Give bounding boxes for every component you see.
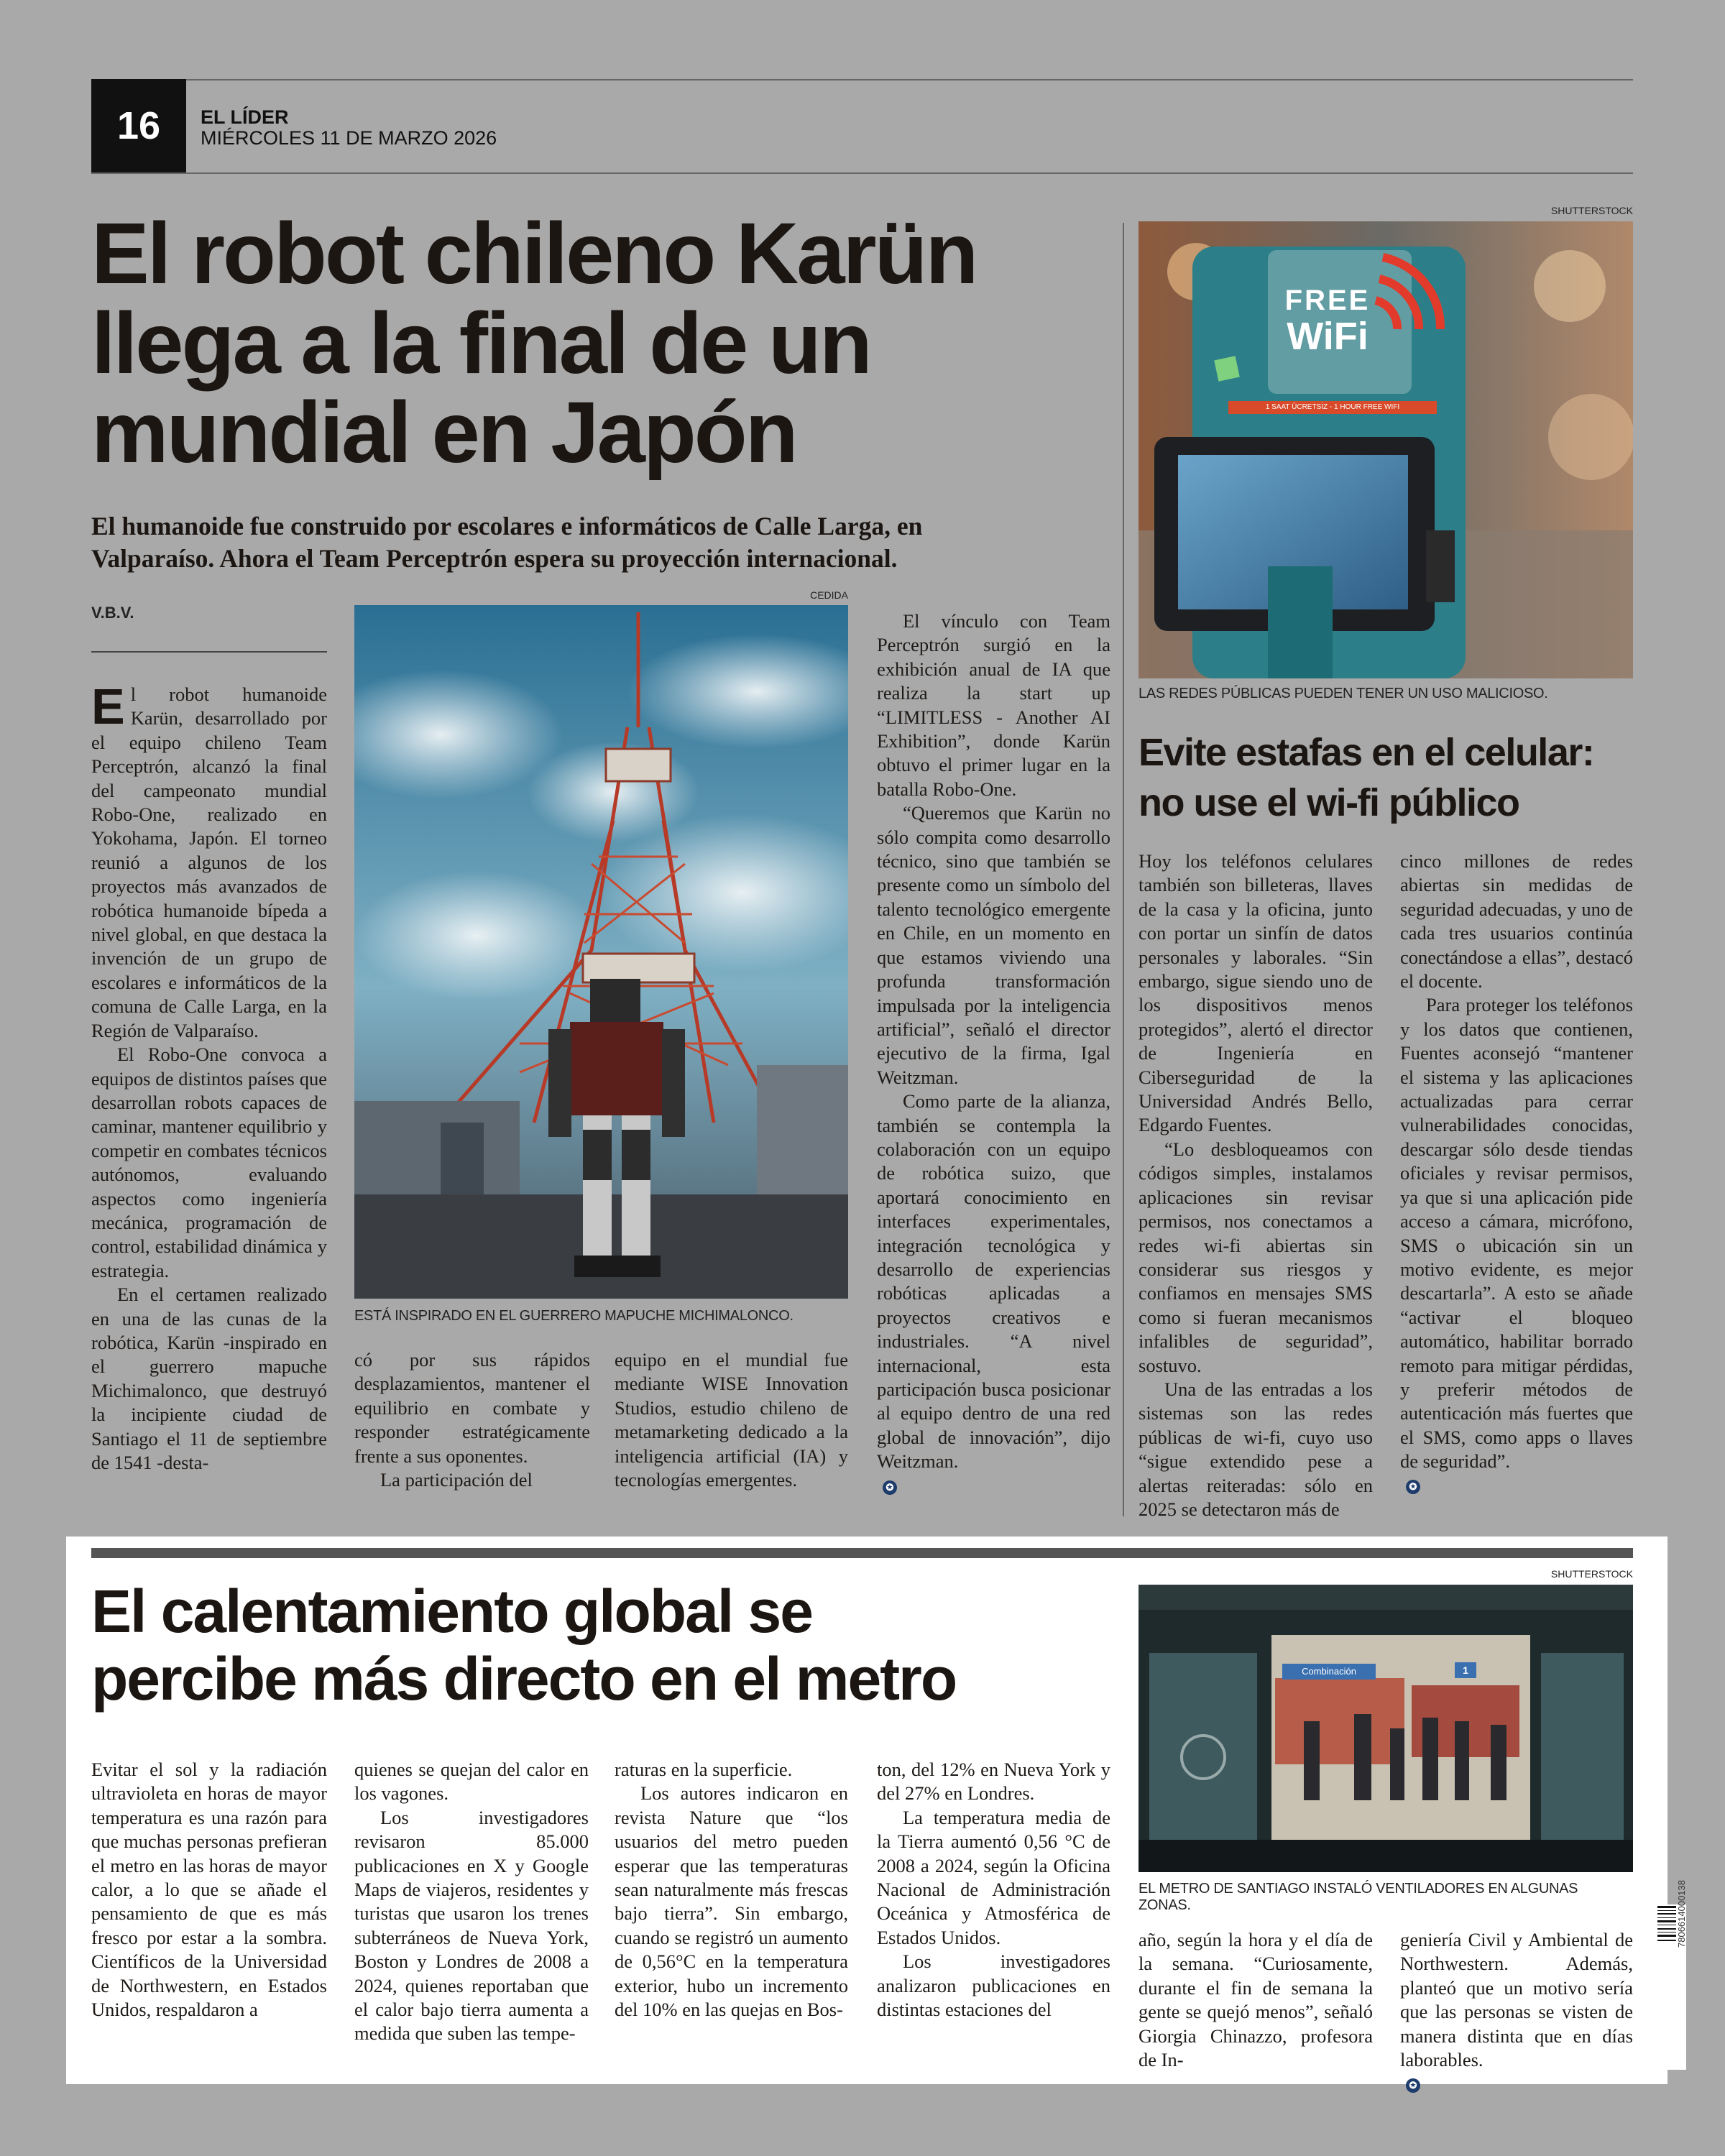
paragraph: Hoy los teléfonos celulares también son billeteras, llaves de la casa y la oficina, junto con portar un sinfín de datos personales y laborales. “Sin embargo, sigue siendo uno de los dispositivos menos protegidos”, alertó el director de Ingeniería en Ciberseguridad de la Universidad Andrés Bello, Edgardo Fuentes. xyxy=(1138,850,1373,1136)
kiosk-sign-line: WiFi xyxy=(1287,315,1368,358)
publication-date: MIÉRCOLES 11 DE MARZO 2026 xyxy=(201,127,497,149)
robot-tower-photo xyxy=(354,605,848,1299)
story1-headline-line: El robot chileno Karün xyxy=(91,204,977,302)
story2-column-1 xyxy=(1138,849,1373,1521)
story3-headline-line: percibe más directo en el metro xyxy=(91,1645,957,1713)
story1-column-2 xyxy=(354,1348,590,1492)
story1-byline: V.B.V. xyxy=(91,604,134,622)
paragraph: equipo en el mundial fue mediante WISE Innovation Studios, estudio chileno de metamarketing dedicado a la inteligencia artificial (IA) y tecnologías emergentes. xyxy=(615,1349,848,1491)
paragraph: Los autores indicaron en revista Nature que “los usuarios del metro pueden esperar que las temperaturas sean naturalmente más frescas bajo tierra”. Sin embargo, cuando se registró un aumento de 0,56°C en la temperatura exterior, hubo un incremento del 10% en las quejas en Bos- xyxy=(615,1782,848,2021)
end-mark-icon: ✪ xyxy=(883,1480,897,1495)
story3-column-5 xyxy=(1138,1928,1373,2072)
byline-rule xyxy=(91,651,327,653)
story3-photo-credit: SHUTTERSTOCK xyxy=(1550,1568,1633,1580)
story2-headline xyxy=(1138,727,1642,828)
wifi-kiosk-photo xyxy=(1138,221,1633,678)
paragraph: ton, del 12% en Nueva York y del 27% en Londres. xyxy=(877,1759,1110,1805)
column-divider xyxy=(1123,223,1124,1516)
paragraph: Para proteger los teléfonos y los datos que contienen, Fuentes aconsejó “mantener el sistema y las aplicaciones actualizadas para cerrar vulnerabilidades conocidas, descargar sólo desde tiendas oficiales y revisar permisos, ya que si una aplicación pide acceso a cámara, micrófono, SMS o ubicación sin un motivo evidente, es mejor descartarla”. A esto se añade “activar el bloqueo automático, habilitar borrado remoto para mitigar pérdidas, y preferir métodos de autenticación más fuertes que el SMS, como apps o llaves de seguridad”. xyxy=(1400,994,1633,1473)
kiosk-sign-line: FREE xyxy=(1284,285,1371,316)
story3-column-1 xyxy=(91,1758,327,2022)
metro-sign: Combinación xyxy=(1302,1666,1356,1677)
story1-column-4 xyxy=(877,609,1110,1498)
story1-headline-line: mundial en Japón xyxy=(91,383,796,482)
story2-headline-line: no use el wi-fi público xyxy=(1138,781,1519,824)
kiosk-strip: 1 SAAT ÜCRETSİZ - 1 HOUR FREE WIFI xyxy=(1265,403,1400,411)
story1-deck-line: El humanoide fue construido por escolares e informáticos de Calle Larga, en xyxy=(91,512,923,540)
paragraph: “Lo desbloqueamos con códigos simples, instalamos aplicaciones sin revisar permisos, nos conectamos a redes wi-fi abiertas sin considerar sus riesgos y confiamos en mensajes SMS como si fueran mecanismos infalibles de seguridad”, sostuvo. xyxy=(1138,1138,1373,1376)
story1-headline-line: llega a la final de un xyxy=(91,293,870,392)
paragraph: có por sus rápidos desplazamientos, mantener el equilibrio en combate y responder estratégicamente frente a sus oponentes. xyxy=(354,1349,590,1467)
metro-sign-number: 1 xyxy=(1463,1664,1468,1676)
story3-headline-line: El calentamiento global se xyxy=(91,1577,812,1645)
story1-column-3 xyxy=(615,1348,848,1492)
end-mark-icon: ✪ xyxy=(1406,1480,1420,1494)
paragraph: Evitar el sol y la radiación ultravioleta en horas de mayor temperatura es una razón para que muchas personas prefieran el metro en las horas de mayor calor, a lo que se añade el pensamiento de que es más fresco por estar a la sombra. Científicos de la Universidad de Northwestern, en Estados Unidos, respaldaron a xyxy=(91,1759,327,2021)
story3-column-3 xyxy=(615,1758,848,2022)
page-number: 16 xyxy=(91,79,186,172)
story1-headline xyxy=(91,204,1098,482)
story3-headline xyxy=(91,1577,1169,1713)
story3-column-6 xyxy=(1400,1928,1633,2096)
dropcap: E xyxy=(91,678,125,734)
story1-photo-caption: ESTÁ INSPIRADO EN EL GUERRERO MAPUCHE MICHIMALONCO. xyxy=(354,1308,794,1324)
story2-photo-caption: LAS REDES PÚBLICAS PUEDEN TENER UN USO MALICIOSO. xyxy=(1138,686,1548,701)
end-mark-icon: ✪ xyxy=(1406,2078,1420,2093)
publication-name: EL LÍDER xyxy=(201,106,289,128)
story1-photo-credit: CEDIDA xyxy=(810,589,848,601)
paragraph: El vínculo con Team Perceptrón surgió en la exhibición anual de IA que realiza la start up “LIMITLESS - Another AI Exhibition”, donde Karün obtuvo el primer lugar en la batalla Robo-One. xyxy=(877,610,1110,800)
paragraph: l robot humanoide Karün, desarrollado por el equipo chileno Team Perceptrón, alcanzó la final del campeonato mundial Robo-One, realizado en Yokohama, Japón. El torneo reunió a algunos de los proyectos más avanzados de robótica humanoide bípeda a nivel global, en que destaca la invención de un grupo de escolares e informáticos de la comuna de Calle Larga, en la Región de Valparaíso. xyxy=(91,683,327,1041)
header-rule xyxy=(91,172,1633,174)
paragraph: año, según la hora y el día de la semana. “Curiosamente, durante el fin de semana la gente se quejó menos”, señaló Giorgia Chinazzo, profesora de In- xyxy=(1138,1929,1373,2071)
story3-column-4 xyxy=(877,1758,1110,2022)
story2-photo-credit: SHUTTERSTOCK xyxy=(1550,205,1633,216)
top-rule xyxy=(91,79,1633,80)
paragraph: Una de las entradas a los sistemas son las redes públicas de wi-fi, cuyo uso “sigue extendido pese a alertas reiteradas: sólo en 2025 se detectaron más de xyxy=(1138,1378,1373,1520)
kiosk-sign xyxy=(1281,282,1374,358)
paragraph: Los investigadores revisaron 85.000 publicaciones en X y Google Maps de viajeros, residentes y turistas que usaron los trenes subterráneos de Nueva York, Boston y Londres de 2008 a 2024, quienes reportaban que el calor bajo tierra aumenta a medida que suben las tempe- xyxy=(354,1806,589,2045)
paragraph: quienes se quejan del calor en los vagones. xyxy=(354,1759,589,1805)
metro-photo xyxy=(1138,1585,1633,1872)
paragraph: El Robo-One convoca a equipos de distintos países que desarrollan robots capaces de caminar, mantener equilibrio y competir en combates técnicos autónomos, evaluando aspectos como ingeniería mecánica, programación de control, estabilidad dinámica y estrategia. xyxy=(91,1044,327,1281)
paragraph: En el certamen realizado en una de las cunas de la robótica, Karün -inspirado en el guerrero mapuche Michimalonco, que destruyó la incipiente ciudad de Santiago el 11 de septiembre de 1541 -desta- xyxy=(91,1284,327,1473)
story2-headline-line: Evite estafas en el celular: xyxy=(1138,731,1594,774)
metro-story-top-bar xyxy=(91,1548,1633,1558)
paragraph: raturas en la superficie. xyxy=(615,1759,793,1780)
story1-deck-line: Valparaíso. Ahora el Team Perceptrón espera su proyección internacional. xyxy=(91,544,898,573)
story2-column-2 xyxy=(1400,849,1633,1498)
paragraph: cinco millones de redes abiertas sin medidas de seguridad adecuadas, y uno de cada tres usuarios continúa conectándose a ellas”, destacó el docente. xyxy=(1400,850,1633,992)
paragraph: Como parte de la alianza, también se contempla la colaboración con un equipo de robótica suizo, que aportará conocimiento en interfaces experimentales, integración tecnológica y desarrollo de experiencias robóticas aplicadas a proyectos creativos e industriales. “A nivel internacional, esta participación busca posicionar al equipo dentro de una red global de innovación”, dijo Weitzman. xyxy=(877,1090,1110,1473)
paragraph: La temperatura media de la Tierra aumentó 0,56 °C de 2008 a 2024, según la Oficina Nacional de Administración Oceánica y Atmosférica de Estados Unidos. xyxy=(877,1806,1110,1948)
paragraph: Los investigadores analizaron publicaciones en distintas estaciones del xyxy=(877,1950,1110,2021)
story1-deck xyxy=(91,510,1141,575)
paragraph: geniería Civil y Ambiental de Northwestern. Además, planteó que un motivo sería que las personas se visten de manera distinta que en días laborables. xyxy=(1400,1929,1633,2071)
story3-photo-caption: EL METRO DE SANTIAGO INSTALÓ VENTILADORES EN ALGUNAS ZONAS. xyxy=(1138,1881,1578,1913)
paragraph: “Queremos que Karün no sólo compita como desarrollo técnico, sino que también se presente como un símbolo del talento tecnológico emergente en Chile, en un momento en que estamos viviendo una profunda transformación impulsada por la inteligencia artificial”, señaló el director ejecutivo de la firma, Igal Weitzman. xyxy=(877,802,1110,1088)
story1-column-1 xyxy=(91,678,327,1475)
paragraph: La participación del xyxy=(380,1469,533,1491)
barcode xyxy=(1655,1880,1687,2070)
barcode-number: 7806614000138 xyxy=(1676,1880,1687,1948)
story3-column-2 xyxy=(354,1758,589,2046)
